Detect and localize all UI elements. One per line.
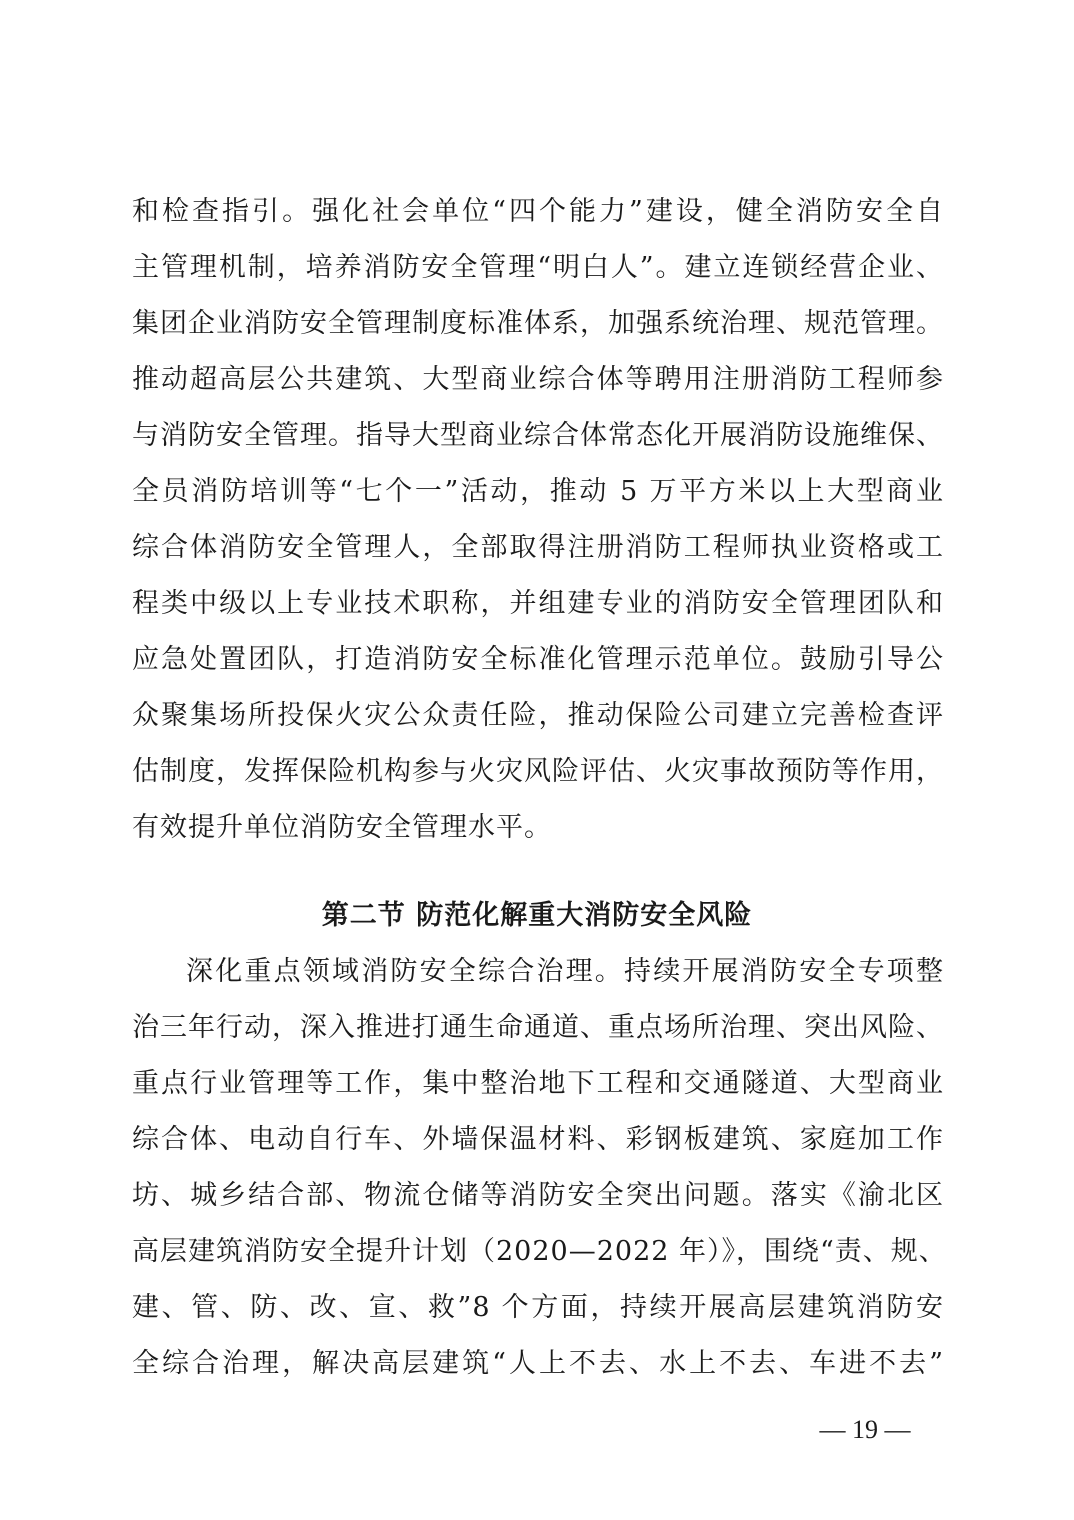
paragraph-line: 推动超高层公共建筑、大型商业综合体等聘用注册消防工程师参 (132, 364, 944, 395)
paragraph-line: 高层建筑消防安全提升计划（2020—2022 年）》，围绕“责、规、 (132, 1236, 947, 1267)
paragraph-line: 应急处置团队，打造消防安全标准化管理示范单位。鼓励引导公 (132, 644, 944, 675)
paragraph-line: 重点行业管理等工作，集中整治地下工程和交通隧道、大型商业 (132, 1068, 944, 1099)
paragraph-line: 与消防安全管理。指导大型商业综合体常态化开展消防设施维保、 (132, 420, 944, 451)
paragraph-line: 深化重点领域消防安全综合治理。持续开展消防安全专项整 (186, 956, 944, 987)
paragraph-line: 综合体、电动自行车、外墙保温材料、彩钢板建筑、家庭加工作 (132, 1124, 944, 1155)
paragraph-line: 程类中级以上专业技术职称，并组建专业的消防安全管理团队和 (132, 588, 944, 619)
paragraph-line: 众聚集场所投保火灾公众责任险，推动保险公司建立完善检查评 (132, 700, 944, 731)
section-heading: 第二节 防范化解重大消防安全风险 (321, 900, 753, 931)
paragraph-line: 集团企业消防安全管理制度标准体系，加强系统治理、规范管理。 (132, 308, 944, 339)
paragraph-line: 估制度，发挥保险机构参与火灾风险评估、火灾事故预防等作用， (132, 756, 944, 787)
paragraph-line: 全员消防培训等“七个一”活动，推动 5 万平方米以上大型商业 (132, 476, 944, 507)
paragraph-line: 治三年行动，深入推进打通生命通道、重点场所治理、突出风险、 (132, 1012, 944, 1043)
paragraph-line: 全综合治理，解决高层建筑“人上不去、水上不去、车进不去” (132, 1348, 944, 1379)
paragraph-line: 坊、城乡结合部、物流仓储等消防安全突出问题。落实《渝北区 (132, 1180, 944, 1211)
page-number: — 19 — (819, 1415, 911, 1444)
paragraph-line: 和检查指引。强化社会单位“四个能力”建设，健全消防安全自 (132, 196, 944, 227)
paragraph-line: 建、管、防、改、宣、救”8 个方面，持续开展高层建筑消防安 (132, 1292, 944, 1323)
paragraph-line: 主管理机制，培养消防安全管理“明白人”。建立连锁经营企业、 (132, 252, 944, 283)
paragraph-line: 有效提升单位消防安全管理水平。 (132, 812, 552, 843)
paragraph-line: 综合体消防安全管理人，全部取得注册消防工程师执业资格或工 (132, 532, 944, 563)
